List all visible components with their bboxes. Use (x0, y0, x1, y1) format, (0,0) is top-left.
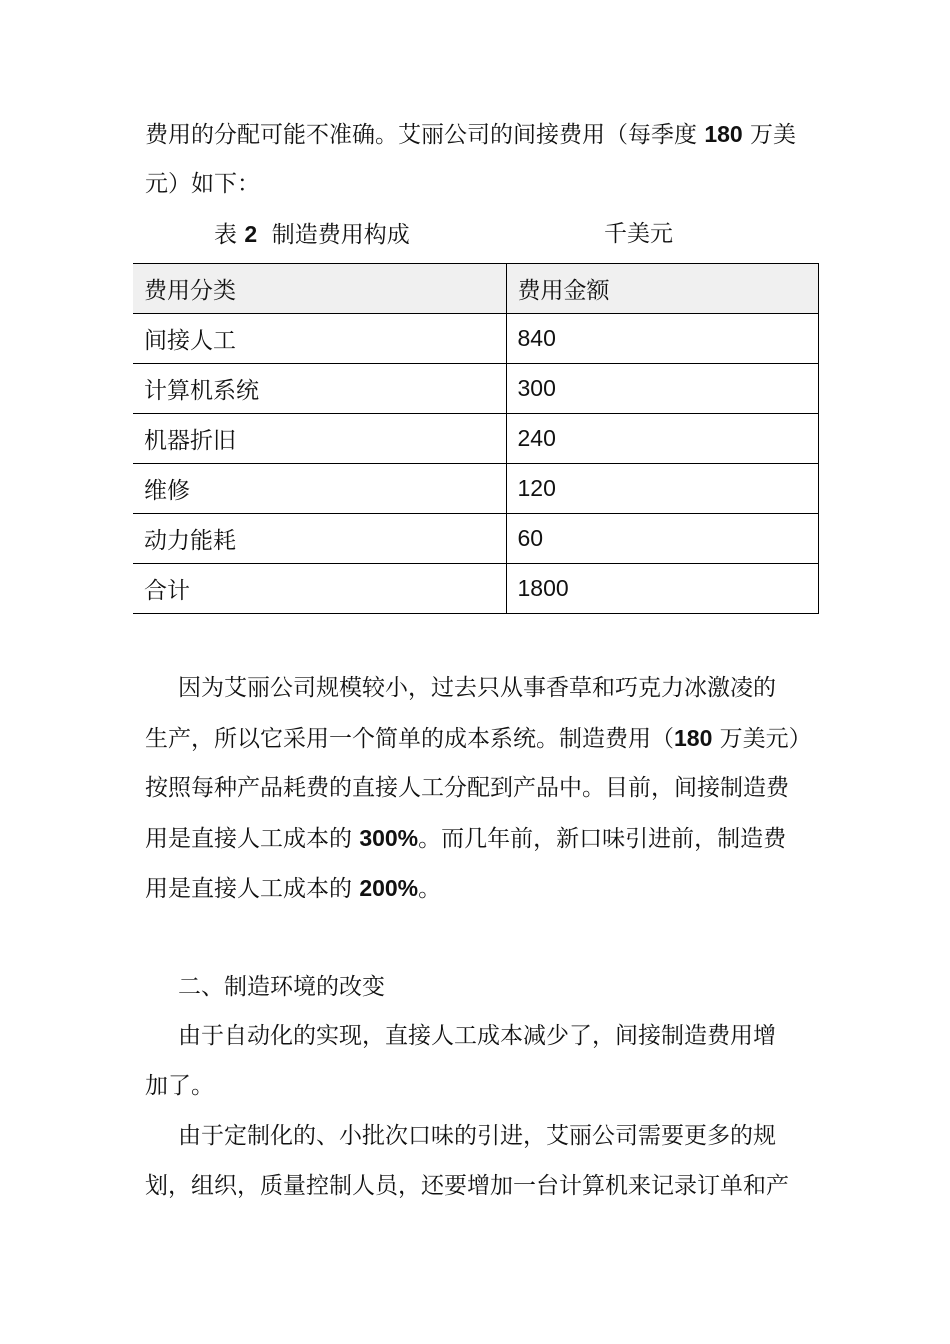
text-segment: 。 (418, 876, 442, 902)
paragraph-line (145, 723, 812, 754)
number-text: 300% (359, 825, 419, 851)
category-cell: 机器折旧 (133, 414, 506, 464)
number-text: 200% (359, 875, 419, 901)
paragraph-line: 元）如下： (145, 171, 260, 197)
paragraph-line (145, 119, 796, 150)
caption-prefix: 表 (214, 222, 245, 248)
category-cell: 间接人工 (133, 314, 506, 364)
amount-cell: 300 (506, 364, 818, 414)
category-cell: 合计 (133, 564, 506, 614)
text-segment: 。而几年前，新口味引进前，制造费 (418, 826, 787, 852)
table-row (133, 314, 818, 364)
paragraph-line: 由于自动化的实现，直接人工成本减少了，间接制造费用增 (178, 1023, 776, 1049)
text-segment: 费用的分配可能不准确。艾丽公司的间接费用（每季度 (145, 122, 705, 148)
paragraph-line: 加了。 (145, 1073, 214, 1099)
table-row-total (133, 564, 818, 614)
table-caption (214, 219, 410, 250)
amount-cell: 240 (506, 414, 818, 464)
table-header-row (133, 264, 818, 314)
table-row (133, 364, 818, 414)
paragraph-line: 划，组织，质量控制人员，还要增加一台计算机来记录订单和产 (145, 1173, 789, 1199)
amount-cell: 60 (506, 514, 818, 564)
text-segment: 用是直接人工成本的 (145, 876, 360, 902)
number-text: 180 (704, 121, 743, 147)
category-cell: 计算机系统 (133, 364, 506, 414)
category-cell: 维修 (133, 464, 506, 514)
amount-cell: 1800 (506, 564, 818, 614)
table-unit: 千美元 (604, 221, 673, 247)
text-segment: 生产，所以它采用一个简单的成本系统。制造费用（ (145, 726, 674, 752)
cost-table (133, 263, 819, 614)
paragraph-line: 因为艾丽公司规模较小，过去只从事香草和巧克力冰激凌的 (178, 675, 776, 701)
amount-cell: 840 (506, 314, 818, 364)
paragraph-line: 按照每种产品耗费的直接人工分配到产品中。目前，间接制造费 (145, 775, 789, 801)
paragraph-line (145, 873, 441, 904)
column-header-category: 费用分类 (133, 264, 506, 314)
paragraph-line (145, 823, 786, 854)
table-row (133, 414, 818, 464)
table-row (133, 514, 818, 564)
section-heading: 二、制造环境的改变 (178, 974, 385, 1000)
table-row (133, 464, 818, 514)
caption-title: 制造费用构成 (257, 222, 410, 248)
text-segment: 万美 (742, 122, 796, 148)
text-segment: 万美元） (712, 726, 812, 752)
category-cell: 动力能耗 (133, 514, 506, 564)
amount-cell: 120 (506, 464, 818, 514)
text-segment: 用是直接人工成本的 (145, 826, 360, 852)
number-text: 180 (674, 725, 713, 751)
paragraph-line: 由于定制化的、小批次口味的引进，艾丽公司需要更多的规 (178, 1123, 776, 1149)
caption-number: 2 (244, 221, 258, 247)
column-header-amount: 费用金额 (506, 264, 818, 314)
